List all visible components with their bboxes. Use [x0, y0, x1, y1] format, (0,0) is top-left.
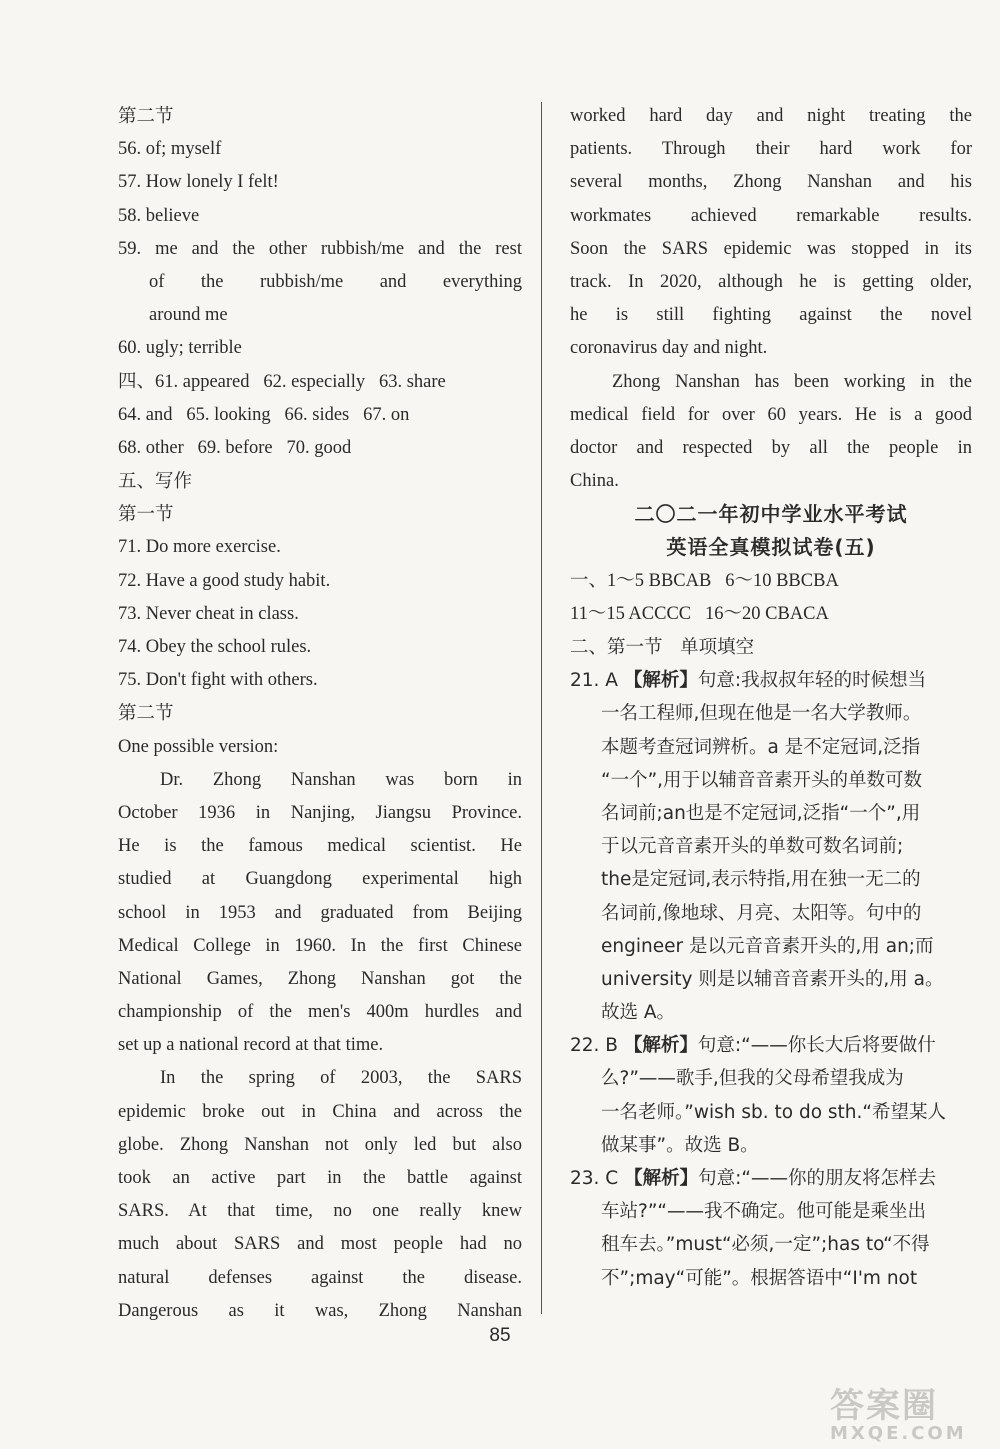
answer-line: 59. me and the other rubbish/me and the rest	[118, 238, 522, 259]
essay-line: China.	[570, 471, 619, 492]
section-heading: 第二节	[118, 106, 174, 127]
explanation-line: 不”;may“可能”。根据答语中“I'm not	[601, 1267, 918, 1289]
explanation-line: 于以元音音素开头的单数可数名词前;	[601, 836, 904, 858]
explanation-text: 句意:“——你的朋友将怎样去	[698, 1168, 936, 1189]
answer-line: 74. Obey the school rules.	[118, 637, 312, 657]
answer-line: 73. Never cheat in class.	[118, 603, 299, 624]
answer-line: 64. and 65. looking 66. sides 67. on	[118, 404, 410, 425]
question-23	[570, 1162, 972, 1195]
essay-line: SARS. At that time, no one really knew	[118, 1201, 522, 1222]
explanation-text: 句意:我叔叔年轻的时候想当	[697, 670, 927, 692]
essay-line: Dr. Zhong Nanshan was born in	[160, 769, 522, 790]
watermark-url: MXQE.COM	[830, 1423, 967, 1444]
answer-line: around me	[149, 305, 228, 326]
watermark-logo	[830, 1378, 990, 1444]
essay-line: medical field for over 60 years. He is a good	[570, 404, 972, 425]
explanation-line: 做某事”。故选 B。	[601, 1134, 759, 1156]
answer-line: 56. of; myself	[118, 139, 222, 160]
essay-line: studied at Guangdong experimental high	[118, 869, 522, 890]
essay-line: school in 1953 and graduated from Beijing	[118, 902, 522, 923]
explanation-line: 租车去。”must“必须,一定”;has to“不得	[601, 1234, 930, 1256]
explanation-line: 么?”——歌手,但我的父母希望我成为	[601, 1068, 904, 1090]
essay-line: globe. Zhong Nanshan not only led but also	[118, 1134, 522, 1155]
answer-key-line: 11～15 ACCCC 16～20 CBACA	[570, 603, 829, 624]
explanation-line: university 则是以辅音音素开头的,用 a。	[601, 968, 944, 990]
explanation-line: the是定冠词,表示特指,用在独一无二的	[601, 869, 921, 891]
watermark-text: 答案圈	[830, 1386, 938, 1426]
right-column	[570, 100, 972, 1295]
explanation-line: 名词前,像地球、月亮、太阳等。句中的	[601, 902, 922, 924]
explanation-line: engineer 是以元音音素开头的,用 an;而	[601, 935, 934, 957]
answer-line: of the rubbish/me and everything	[149, 271, 522, 292]
explanation-line: “一个”,用于以辅音音素开头的单数可数	[601, 769, 923, 791]
answer-line: 72. Have a good study habit.	[118, 570, 331, 591]
analysis-tag: 【解析】	[623, 670, 698, 692]
section-heading: 二、第一节 单项填空	[570, 637, 755, 658]
essay-line: October 1936 in Nanjing, Jiangsu Province.	[118, 802, 522, 823]
analysis-tag: 【解析】	[624, 1168, 699, 1189]
page-number: 85	[489, 1325, 511, 1346]
answer-line: 57. How lonely I felt!	[118, 172, 279, 193]
explanation-text: 句意:“——你长大后将要做什	[697, 1035, 936, 1057]
answer-key-line: 一、1～5 BBCAB 6～10 BBCBA	[570, 570, 839, 591]
explanation-line: 名词前;an也是不定冠词,泛指“一个”,用	[601, 802, 921, 824]
essay-line: he is still fighting against the novel	[570, 305, 972, 326]
essay-line: several months, Zhong Nanshan and his	[570, 172, 972, 193]
section-heading: 第二节	[118, 703, 174, 725]
exam-title: 二〇二一年初中学业水平考试	[634, 502, 908, 527]
question-number: 21. A	[570, 670, 618, 692]
essay-intro: One possible version:	[118, 736, 279, 757]
essay-line: National Games, Zhong Nanshan got the	[118, 968, 522, 989]
essay-line: championship of the men's 400m hurdles and	[118, 1002, 522, 1023]
essay-line: epidemic broke out in China and across the	[118, 1101, 522, 1122]
essay-line: natural defenses against the disease.	[118, 1267, 522, 1288]
essay-line: Zhong Nanshan has been working in the	[612, 371, 972, 392]
section-heading: 五、写作	[118, 471, 193, 493]
analysis-tag: 【解析】	[623, 1035, 698, 1057]
essay-line: took an active part in the battle against	[118, 1168, 522, 1188]
explanation-line: 车站?”“——我不确定。他可能是乘坐出	[601, 1201, 926, 1223]
essay-line: He is the famous medical scientist. He	[118, 836, 522, 857]
answer-line: 四、61. appeared 62. especially 63. share	[118, 371, 446, 392]
essay-line: much about SARS and most people had no	[118, 1234, 522, 1255]
question-number: 23. C	[570, 1168, 619, 1189]
explanation-line: 本题考查冠词辨析。a 是不定冠词,泛指	[601, 736, 921, 758]
answer-line: 68. other 69. before 70. good	[118, 437, 352, 458]
essay-line: track. In 2020, although he is getting older,	[570, 271, 972, 292]
explanation-line: 一名老师。”wish sb. to do sth.“希望某人	[601, 1101, 946, 1123]
essay-line: Soon the SARS epidemic was stopped in its	[570, 238, 972, 259]
question-number: 22. B	[570, 1035, 618, 1057]
answer-line: 58. believe	[118, 205, 200, 226]
explanation-line: 一名工程师,但现在他是一名大学教师。	[601, 703, 922, 725]
section-heading: 第一节	[118, 504, 174, 526]
exam-subtitle: 英语全真模拟试卷(五)	[666, 535, 876, 560]
question-22	[570, 1029, 972, 1062]
essay-line: doctor and respected by all the people in	[570, 437, 972, 458]
column-divider	[541, 102, 542, 1314]
answer-line: 71. Do more exercise.	[118, 537, 281, 558]
essay-line: patients. Through their hard work for	[570, 139, 972, 160]
answer-line: 60. ugly; terrible	[118, 338, 242, 359]
essay-line: set up a national record at that time.	[118, 1035, 384, 1056]
answer-line: 75. Don't fight with others.	[118, 670, 318, 691]
essay-line: worked hard day and night treating the	[570, 106, 972, 126]
essay-line: workmates achieved remarkable results.	[570, 205, 972, 226]
essay-line: coronavirus day and night.	[570, 338, 768, 359]
essay-line: Medical College in 1960. In the first Chinese	[118, 935, 522, 956]
left-column	[118, 100, 522, 1328]
essay-line: In the spring of 2003, the SARS	[160, 1068, 522, 1089]
explanation-line: 故选 A。	[601, 1002, 676, 1024]
question-21	[570, 664, 972, 697]
essay-line: Dangerous as it was, Zhong Nanshan	[118, 1300, 522, 1321]
